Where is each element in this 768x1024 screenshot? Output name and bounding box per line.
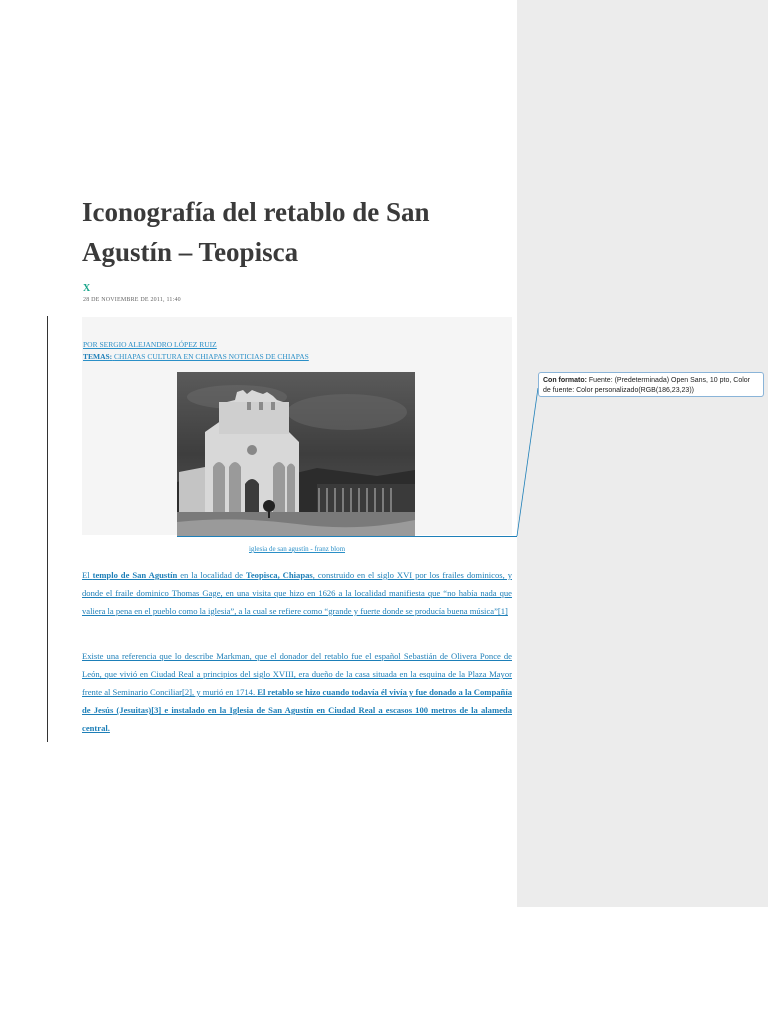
article-title: Iconografía del retablo de San Agustín – Teopisca [82,197,430,267]
comment-label: Con formato: [543,377,587,384]
image-caption[interactable]: iglesia de san agustín - franz blom [248,545,346,553]
comment-pane [517,0,768,907]
comment-text: Fuente: (Predeterminada) Open Sans, 10 pto, Color de fuente: Color personalizado(RGB(186,23,23)) [543,377,750,394]
format-comment[interactable] [538,372,764,397]
change-bar [47,316,48,742]
paragraph-1: El templo de San Agustín en la localidad de Teopisca, Chiapas, construido en el siglo XVI por los frailes dominicos, y donde el fraile dominico Thomas Gage, en una visita que hizo en 1626 a la localidad manifiesta que “no había nada que valiera la pena en el pueblo como la iglesia”, a la cual se refiere como “grande y fuerte donde se producía buena música”[1] [82,570,512,616]
author-byline[interactable]: POR SERGIO ALEJANDRO LÓPEZ RUIZ [83,340,217,349]
article-date: 28 DE NOVIEMBRE DE 2011, 11:40 [83,297,181,303]
topics-line[interactable] [83,352,309,361]
paragraph-2: Existe una referencia que lo describe Markman, que el donador del retablo fue el español Sebastián de Olivera Ponce de León, que vivió en Ciudad Real a principios del siglo XVIII, era dueño de la casa situada en la esquina de la Plaza Mayor frente al Seminario Conciliar[2], y murió en 1714. El retablo se hizo cuando todavía él vivía y fue donado a la Compañía de Jesús (Jesuitas)[3] e instalado en la Iglesia de San Agustín en Ciudad Real a escasos 100 metros de la alameda central. [82,651,512,733]
church-photo [177,372,415,536]
topics-values[interactable]: CHIAPAS CULTURA EN CHIAPAS NOTICIAS DE CHIAPAS [114,352,309,361]
close-mark[interactable]: X [83,283,91,294]
topics-label: TEMAS: [83,352,113,361]
comment-anchor-line [177,536,517,537]
